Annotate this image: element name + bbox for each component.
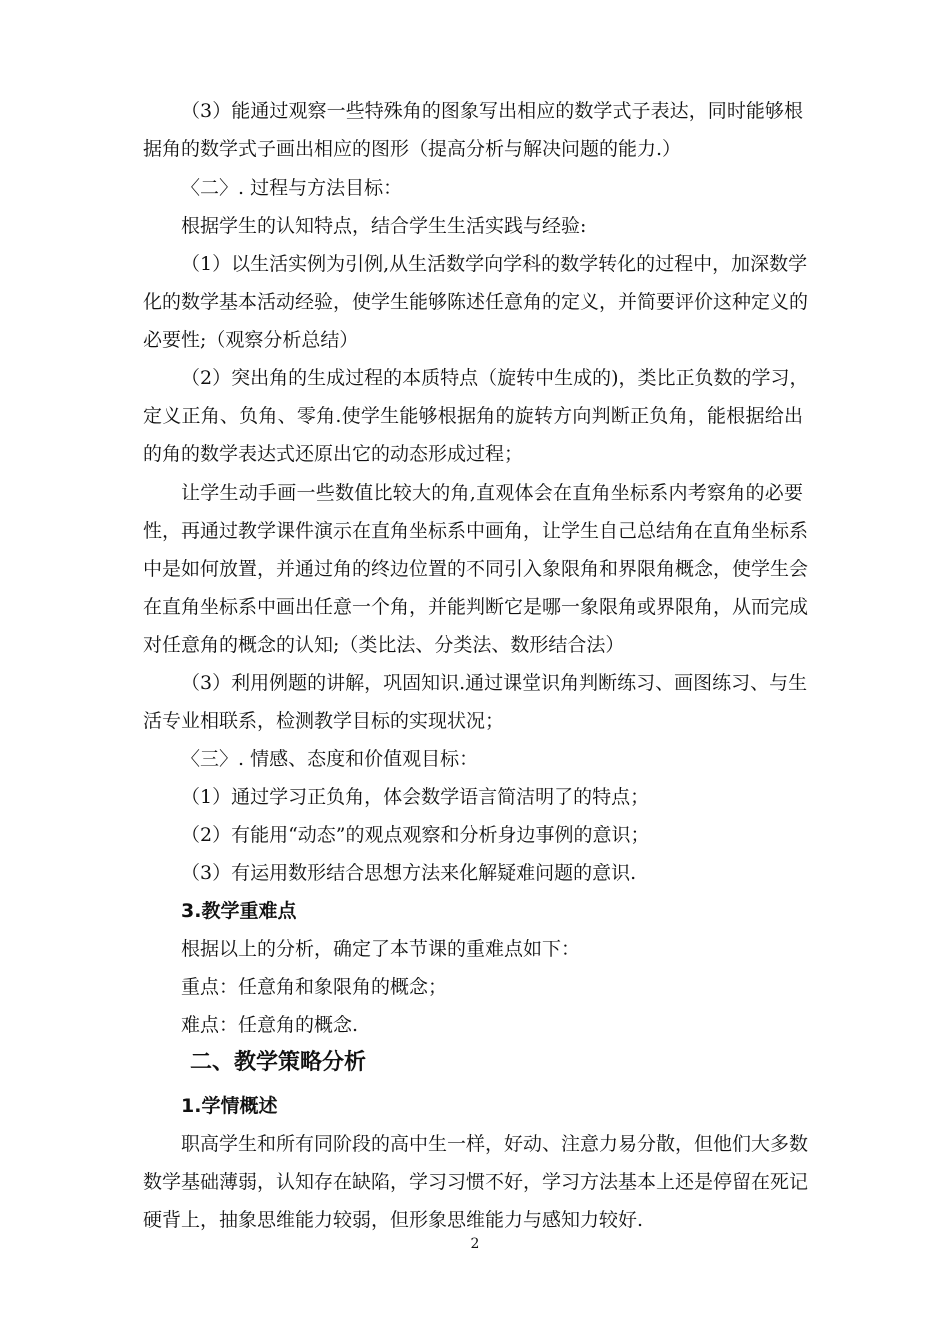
text-line: 据角的数学式子画出相应的图形（提高分析与解决问题的能力.） [143, 138, 682, 160]
text-line: （3）能通过观察一些特殊角的图象写出相应的数学式子表达，同时能够根 [181, 100, 803, 122]
chapter-heading: 二、教学策略分析 [190, 1050, 367, 1075]
text-line: （1）以生活实例为引例,从生活数学向学科的数学转化的过程中，加深数学 [181, 253, 808, 275]
text-line: 必要性;（观察分析总结） [143, 329, 359, 351]
text-line: 难点：任意角的概念. [181, 1014, 359, 1036]
section-heading: 〈二〉. 过程与方法目标： [181, 177, 403, 199]
subsection-heading: 1.学情概述 [181, 1095, 278, 1117]
text-line: 在直角坐标系中画出任意一个角，并能判断它是哪一象限角或界限角，从而完成 [143, 596, 809, 618]
text-line: 对任意角的概念的认知;（类比法、分类法、数形结合法） [143, 634, 625, 656]
text-line: 的角的数学表达式还原出它的动态形成过程； [143, 443, 524, 465]
text-line: （3）利用例题的讲解，巩固知识.通过课堂识角判断练习、画图练习、与生 [181, 672, 808, 694]
text-line: 根据学生的认知特点，结合学生生活实践与经验: [181, 215, 587, 237]
text-line: 活专业相联系，检测教学目标的实现状况； [143, 710, 505, 732]
text-line: 中是如何放置，并通过角的终边位置的不同引入象限角和界限角概念，使学生会 [143, 558, 809, 580]
text-line: 硬背上，抽象思维能力较弱，但形象思维能力与感知力较好. [143, 1209, 644, 1231]
text-line: 重点：任意角和象限角的概念； [181, 976, 448, 998]
section-heading: 〈三〉. 情感、态度和价值观目标： [181, 748, 479, 770]
text-line: （1）通过学习正负角，体会数学语言简洁明了的特点； [181, 786, 650, 808]
text-line: 性，再通过教学课件演示在直角坐标系中画角，让学生自己总结角在直角坐标系 [143, 520, 809, 542]
subsection-heading: 3.教学重难点 [181, 900, 297, 922]
text-line: 职高学生和所有同阶段的高中生一样，好动、注意力易分散，但他们大多数 [181, 1133, 809, 1155]
text-line: （2）突出角的生成过程的本质特点（旋转中生成的)，类比正负数的学习， [181, 367, 809, 389]
text-line: 数学基础薄弱，认知存在缺陷，学习习惯不好，学习方法基本上还是停留在死记 [143, 1171, 809, 1193]
text-line: 让学生动手画一些数值比较大的角,直观体会在直角坐标系内考察角的必要 [181, 482, 803, 504]
text-line: 根据以上的分析，确定了本节课的重难点如下： [181, 938, 581, 960]
text-line: 定义正角、负角、零角.使学生能够根据角的旋转方向判断正负角，能根据给出 [143, 405, 803, 427]
text-line: （2）有能用“动态”的观点观察和分析身边事例的意识； [181, 824, 650, 846]
text-line: （3）有运用数形结合思想方法来化解疑难问题的意识. [181, 862, 637, 884]
text-line: 化的数学基本活动经验，使学生能够陈述任意角的定义，并简要评价这种定义的 [143, 291, 809, 313]
page-number: 2 [470, 1236, 480, 1252]
